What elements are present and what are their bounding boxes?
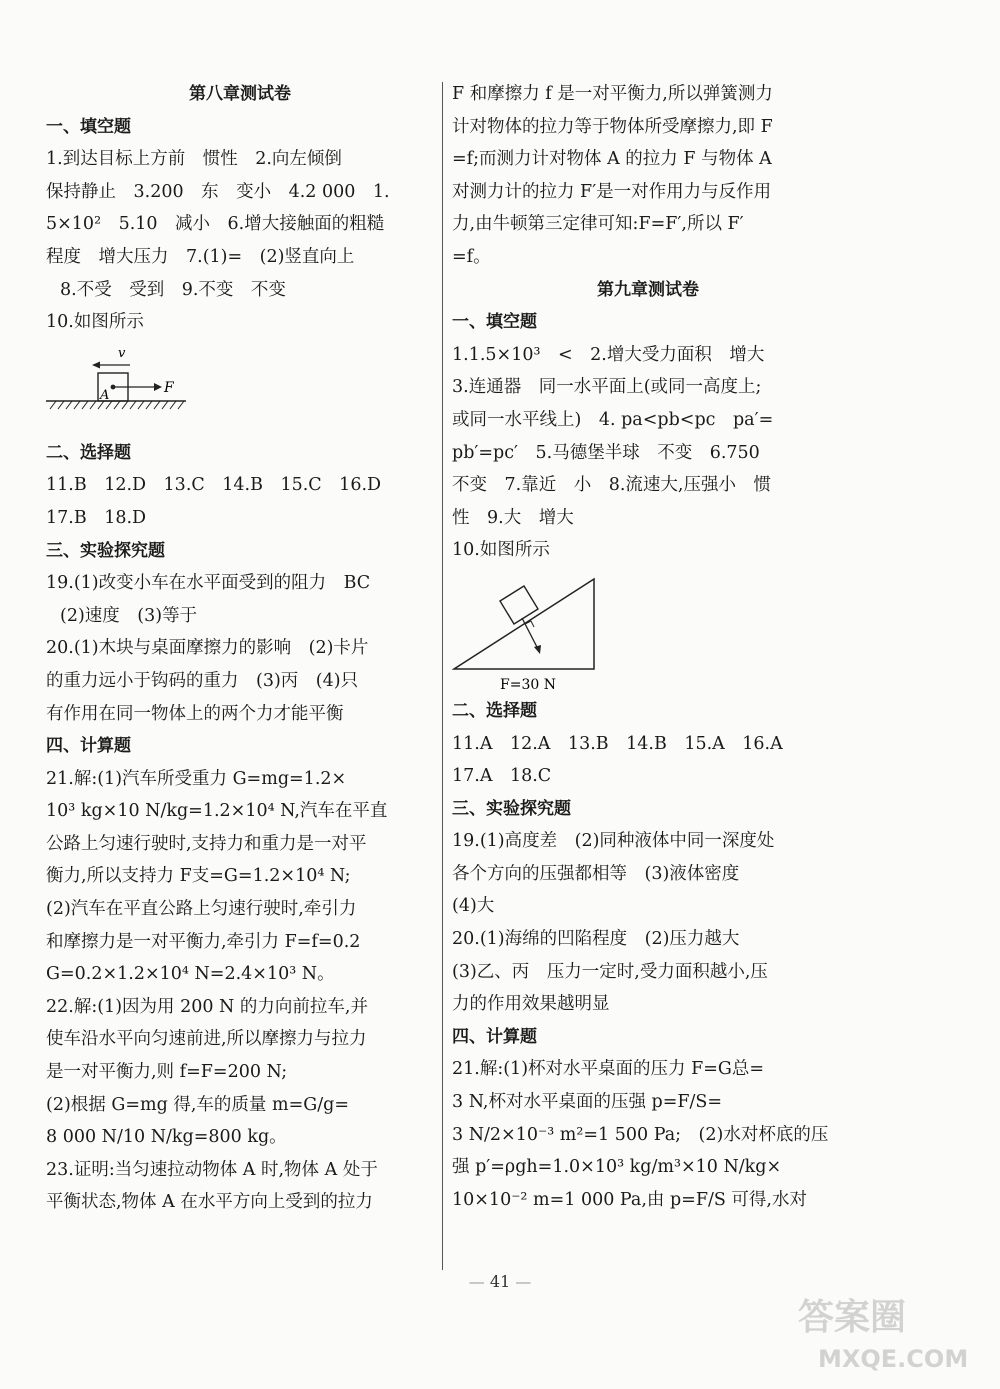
right-column (452, 78, 844, 1216)
answer-line: pb′=pc′ 5.马德堡半球 不变 6.750 (452, 442, 760, 463)
section-heading: 一、填空题 (452, 312, 537, 333)
section-heading: 三、实验探究题 (452, 798, 571, 819)
answer-line: 不变 7.靠近 小 8.流速大,压强小 惯 (452, 475, 771, 496)
force-label: F (164, 379, 174, 396)
answer-line: F 和摩擦力 f 是一对平衡力,所以弹簧测力 (452, 84, 773, 104)
block-label: A (100, 387, 110, 403)
answer-line: 21.解:(1)杯对水平桌面的压力 F=G总= (452, 1059, 765, 1080)
section-heading: 四、计算题 (46, 736, 131, 757)
pressure-arrow (522, 618, 538, 649)
answer-line: 20.(1)木块与桌面摩擦力的影响 (2)卡片 (46, 638, 369, 659)
section-heading: 二、选择题 (46, 442, 131, 463)
answer-line: 3 N/2×10⁻³ m²=1 500 Pa; (2)水对杯底的压 (452, 1124, 829, 1145)
ground-hatching (50, 401, 184, 409)
answer-line: 有作用在同一物体上的两个力才能平衡 (46, 703, 344, 724)
section-heading: 四、计算题 (452, 1026, 537, 1047)
left-column (46, 78, 434, 1219)
section-heading: 一、填空题 (46, 116, 131, 137)
answer-line: 11.B 12.D 13.C 14.B 15.C 16.D (46, 475, 382, 496)
answer-line: 19.(1)改变小车在水平面受到的阻力 BC (46, 573, 371, 594)
answer-line: (4)大 (452, 896, 495, 917)
answer-line: 23.证明:当匀速拉动物体 A 时,物体 A 处于 (46, 1159, 378, 1180)
answer-line: 20.(1)海绵的凹陷程度 (2)压力越大 (452, 929, 740, 950)
answer-line: 或同一水平线上) 4. pa<pb<pc pa′= (452, 409, 774, 430)
answer-line: 11.A 12.A 13.B 14.B 15.A 16.A (452, 733, 783, 754)
answer-line: 公路上匀速行驶时,支持力和重力是一对平 (46, 833, 367, 854)
answer-line: 使车沿水平向匀速前进,所以摩擦力与拉力 (46, 1029, 367, 1050)
answer-line: 19.(1)高度差 (2)同种液体中同一深度处 (452, 831, 775, 852)
section-heading: 二、选择题 (452, 700, 537, 721)
answer-line: =f;而测力计对物体 A 的拉力 F 与物体 A (452, 149, 772, 170)
answer-line: 17.B 18.D (46, 507, 147, 528)
answer-line: 衡力,所以支持力 F支=G=1.2×10⁴ N; (46, 866, 351, 887)
answer-line: G=0.2×1.2×10⁴ N=2.4×10³ N。 (46, 964, 335, 985)
watermark-url: MXQE.COM (818, 1345, 969, 1373)
answer-line: (2)汽车在平直公路上匀速行驶时,牵引力 (46, 899, 357, 920)
force-value-label: F=30 N (500, 676, 556, 693)
answer-line: 保持静止 3.200 东 变小 4.2 000 1. (46, 181, 390, 202)
answer-line: 10³ kg×10 N/kg=1.2×10⁴ N,汽车在平直 (46, 801, 388, 822)
answer-line: 平衡状态,物体 A 在水平方向上受到的拉力 (46, 1192, 373, 1213)
watermark-logo (790, 1287, 980, 1377)
page-number-text: 41 (489, 1272, 511, 1291)
answer-line: 强 p′=ρgh=1.0×10³ kg/m³×10 N/kg× (452, 1157, 782, 1178)
answer-line: 是一对平衡力,则 f=F=200 N; (46, 1062, 288, 1083)
answer-line: 对测力计的拉力 F′是一对作用力与反作用 (452, 181, 772, 202)
watermark-text: 答案圈 (798, 1297, 907, 1338)
answer-line: (2)速度 (3)等于 (60, 605, 198, 626)
figure-ch9-q10 (452, 567, 844, 695)
answer-line: 10×10⁻² m=1 000 Pa,由 p=F/S 可得,水对 (452, 1189, 807, 1210)
answer-line: 和摩擦力是一对平衡力,牵引力 F=f=0.2 (46, 931, 361, 952)
block-force-diagram (46, 339, 206, 429)
answer-line: 计对物体的拉力等于物体所受摩擦力,即 F (452, 116, 773, 137)
velocity-label: v (118, 345, 126, 361)
answer-line: 性 9.大 增大 (452, 507, 574, 528)
answer-line: 力的作用效果越明显 (452, 994, 610, 1015)
section-heading: 三、实验探究题 (46, 540, 165, 561)
answer-line: 1.到达目标上方前 惯性 2.向左倾倒 (46, 149, 342, 170)
page-number: — 41 — (468, 1272, 532, 1291)
answer-line: 17.A 18.C (452, 766, 552, 787)
answer-line: (3)乙、丙 压力一定时,受力面积越小,压 (452, 961, 768, 982)
answer-line: (2)根据 G=mg 得,车的质量 m=G/g= (46, 1094, 349, 1115)
answer-line: 3 N,杯对水平桌面的压强 p=F/S= (452, 1092, 723, 1113)
chapter-title: 第九章测试卷 (597, 279, 699, 300)
answer-line: 程度 增大压力 7.(1)= (2)竖直向上 (46, 246, 355, 267)
answer-line: 3.连通器 同一水平面上(或同一高度上; (452, 377, 762, 398)
answer-line: 力,由牛顿第三定律可知:F=F′,所以 F′ (452, 214, 744, 235)
column-divider (442, 82, 443, 1270)
answer-line: 21.解:(1)汽车所受重力 G=mg=1.2× (46, 768, 347, 789)
answer-line: 各个方向的压强都相等 (3)液体密度 (452, 863, 740, 884)
answer-line: 10.如图所示 (46, 312, 144, 333)
answer-line: 5×10² 5.10 减小 6.增大接触面的粗糙 (46, 214, 385, 235)
answer-line: 8.不受 受到 9.不变 不变 (60, 279, 286, 300)
chapter8-title: 第八章测试卷 (189, 84, 291, 104)
answer-line: 的重力远小于钩码的重力 (3)丙 (4)只 (46, 670, 359, 691)
answer-line: =f。 (452, 246, 491, 267)
answer-line: 22.解:(1)因为用 200 N 的力向前拉车,并 (46, 996, 368, 1017)
incline-pressure-diagram (452, 567, 612, 693)
answer-line: 8 000 N/10 N/kg=800 kg。 (46, 1127, 287, 1148)
answer-line: 1.1.5×10³ < 2.增大受力面积 增大 (452, 344, 765, 365)
answer-line: 10.如图所示 (452, 540, 550, 561)
figure-ch8-q10 (46, 339, 434, 437)
